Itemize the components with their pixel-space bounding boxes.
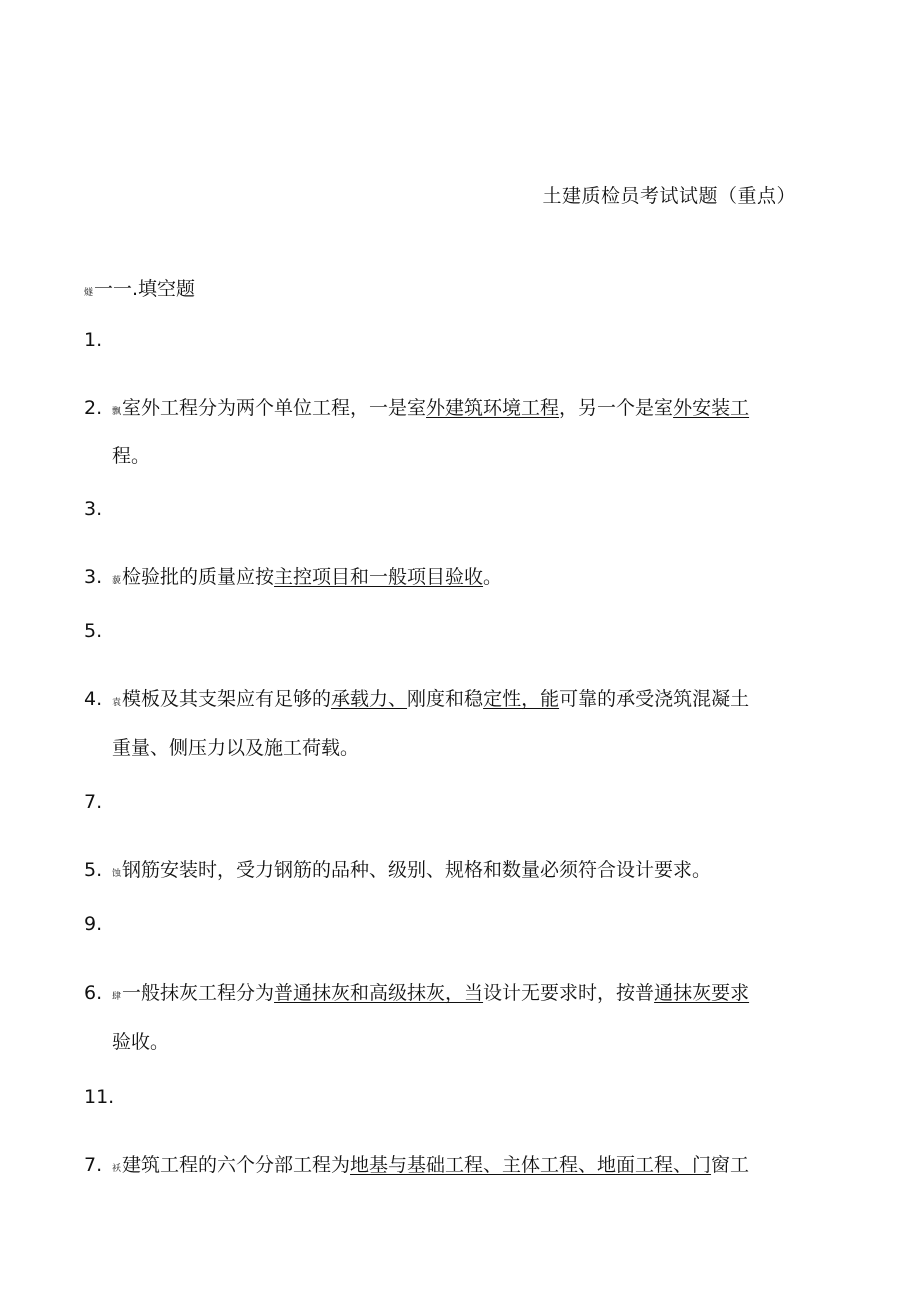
item-number: 3.	[84, 498, 103, 520]
question-text: 设计无要求时，按普	[483, 982, 655, 1004]
answer-blank: 承载力、	[331, 688, 408, 710]
answer-blank: 外安装工	[673, 397, 750, 419]
ocr-artifact-mark: 肆	[112, 992, 122, 1002]
question-text: 模板及其支架应有足够的	[122, 688, 332, 710]
item-number: 2.	[84, 397, 103, 419]
question-item	[84, 396, 749, 424]
item-number: 7.	[84, 791, 103, 813]
section-heading-label: 一一.填空题	[94, 278, 196, 300]
question-text: 。	[483, 566, 503, 588]
question-item	[84, 619, 112, 643]
question-item	[84, 912, 112, 936]
question-item	[84, 328, 112, 352]
item-number: 6.	[84, 982, 103, 1004]
question-text: 检验批的质量应按	[122, 566, 275, 588]
question-text: 钢筋安装时，受力钢筋的品种、级别、规格和数量必须符合设计要求。	[122, 859, 712, 881]
question-item	[84, 981, 749, 1009]
ocr-artifact-mark: 燧	[84, 288, 94, 298]
answer-blank: 普通抹灰和高级抹灰，当	[274, 982, 484, 1004]
answer-blank: 主控项目和一般项目验收	[274, 566, 484, 588]
ocr-artifact-mark: 藐	[112, 576, 122, 586]
question-item	[84, 790, 112, 814]
question-item	[84, 687, 749, 715]
question-item	[84, 497, 112, 521]
item-number: 5.	[84, 859, 103, 881]
item-number: 1.	[84, 329, 103, 351]
question-item	[84, 858, 711, 886]
ocr-artifact-mark: 袁	[112, 698, 122, 708]
item-number: 9.	[84, 913, 103, 935]
question-text: 建筑工程的六个分部工程为	[122, 1154, 351, 1176]
document-title: 土建质检员考试试题（重点）	[542, 185, 796, 207]
item-number: 5.	[84, 620, 103, 642]
item-number: 11.	[84, 1086, 115, 1108]
question-item	[84, 1085, 115, 1109]
question-text-continued: 程。	[112, 445, 151, 467]
answer-blank: 外建筑环境工程	[426, 397, 560, 419]
answer-blank: 定性，能	[483, 688, 560, 710]
ocr-artifact-mark: 飘	[112, 407, 122, 417]
item-number: 7.	[84, 1154, 103, 1176]
question-text: 窗工	[711, 1154, 750, 1176]
question-text: ，另一个是室	[559, 397, 674, 419]
question-item	[84, 1153, 749, 1181]
answer-blank: 地基与基础工程、主体工程、地面工程、门	[350, 1154, 712, 1176]
question-text-continued: 重量、侧压力以及施工荷载。	[112, 737, 360, 759]
question-text: 可靠的承受浇筑混凝土	[559, 688, 750, 710]
item-number: 3.	[84, 566, 103, 588]
ocr-artifact-mark: 袄	[112, 1164, 122, 1174]
question-text: 一般抹灰工程分为	[122, 982, 275, 1004]
ocr-artifact-mark: 蚀	[112, 869, 122, 879]
question-text-continued: 验收。	[112, 1031, 170, 1053]
answer-blank: 通抹灰要求	[654, 982, 750, 1004]
question-text: 室外工程分为两个单位工程，一是室	[122, 397, 427, 419]
section-heading	[84, 274, 195, 301]
question-text: 刚度和稳	[407, 688, 484, 710]
item-number: 4.	[84, 688, 103, 710]
question-item	[84, 565, 502, 593]
